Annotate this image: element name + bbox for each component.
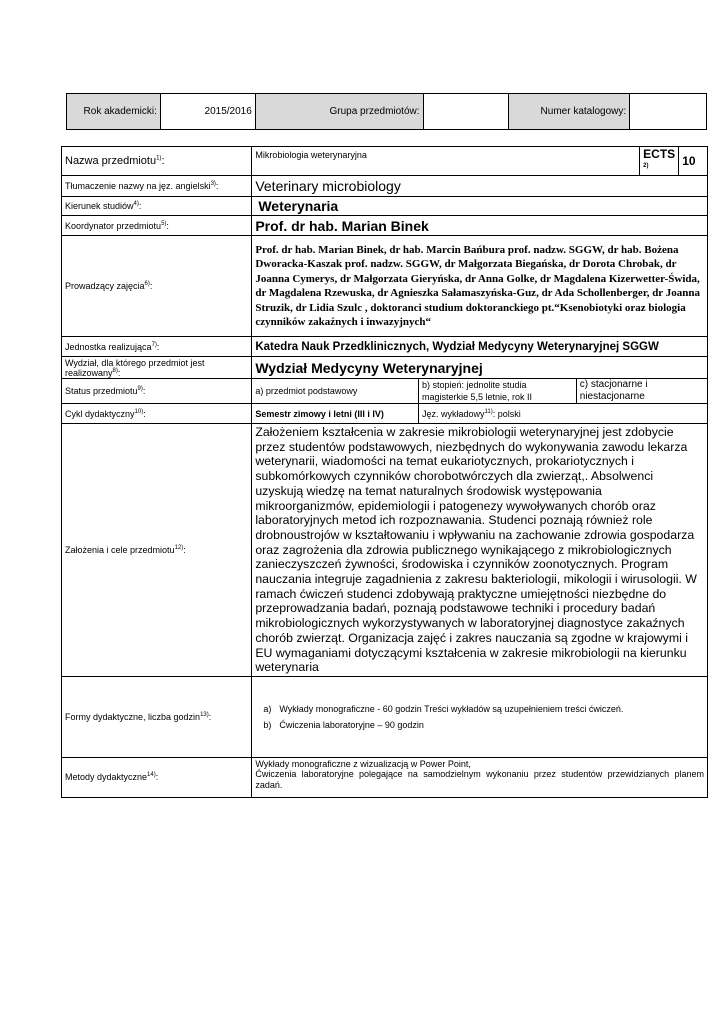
faculty-value: Wydział Medycyny Weterynaryjnej xyxy=(252,357,708,379)
status-c: c) stacjonarne i niestacjonarne xyxy=(576,379,707,404)
cycle-value: Semestr zimowy i letni (III i IV) xyxy=(252,404,419,424)
row-coordinator xyxy=(62,216,708,236)
translation-value: Veterinary microbiology xyxy=(252,176,708,197)
row-instructors xyxy=(62,236,708,337)
catalog-label: Numer katalogowy: xyxy=(509,94,630,130)
goals-value: Założeniem kształcenia w zakresie mikrobiologii weterynaryjnej jest zdobycie przez studentów podstawowych, niezbędnych do wykonywania zawodu lekarza weterynarii, wiadomości na temat eukariotycznych, prokariotycznych i subkomórkowych czynników chorobotwórczych dla zwierząt,. Absolwenci uzyskują wiedzę na temat naturalnych środowisk występowania mikroorganizmów, epidemiologii i patogenezy wywoływanych chorób oraz laboratoryjnych metod ich rozpoznawania. Studenci poznają również role drobnoustrojów w kształtowaniu i wpływaniu na zachowanie zdrowia gospodarza oraz zagrożenia dla zdrowia publicznego wynikającego z mikrobiologicznych zanieczyszczeń żywności, środowiska i czynników zoonotycznych. Program nauczania integruje zagadnienia z zakresu bakteriologii, mikologii i wirusologii. W ramach ćwiczeń studenci zdobywają praktyczne umiejętności niezbędne do przeprowadzania badań, poznają podstawowe techniki i procedury badań mikrobiologicznych wykorzystywanych w laboratoryjnej diagnostyce zakaźnych chorób zwierząt. Organizacja zajęć i zakres nauczania są zgodne w krajowymi i EU wymaganiami dotyczącymi kształcenia w zakresie mikrobiologii na kierunku weterynaria xyxy=(252,424,708,677)
methods-line-1: Wykłady monograficzne z wizualizacją w Power Point, xyxy=(255,758,471,769)
field-value: Weterynaria xyxy=(252,197,708,216)
name-label: Nazwa przedmiotu$^{1)}$: xyxy=(62,147,252,176)
group-label: Grupa przedmiotów: xyxy=(255,94,423,130)
forms-value xyxy=(252,676,708,757)
forms-item: a) Wykłady monograficzne - 60 godzin Treści wykładów są uzupełnieniem treści ćwiczeń. xyxy=(263,703,624,714)
row-faculty xyxy=(62,357,708,379)
row-cycle xyxy=(62,404,708,424)
status-b: b) stopień: jednolite studia magisterkie 5,5 letnie, rok II xyxy=(418,379,576,404)
name-value: Mikrobiologia weterynaryjna xyxy=(252,147,640,176)
instructors-value: Prof. dr hab. Marian Binek, dr hab. Marcin Bańbura prof. nadzw. SGGW, dr hab. Bożena Dworacka-Kaszak prof. nadzw. SGGW, dr Małgorzata Biegańska, dr Dorota Chrobak, dr Joanna Cymerys, dr Małgorzata Gieryńska, dr Anna Golke, dr Magdalena Kizerwetter-Świda, dr Magdalena Rzewuska, dr Agnieszka Sałamaszyńska-Guz, dr Ada Schollenberger, dr Joanna Struzik, dr Lidia Szulc , doktoranci studium doktoranckiego pt.“Ksenobiotyki oraz biologia czynników zakaźnych i inwazyjnych“ xyxy=(252,236,708,337)
row-unit xyxy=(62,337,708,357)
language: Jęz. wykładowy$^{11)}$: polski xyxy=(418,404,707,424)
row-field xyxy=(62,197,708,216)
coordinator-value: Prof. dr hab. Marian Binek xyxy=(252,216,708,236)
forms-list xyxy=(255,704,704,730)
translation-label: Tłumaczenie nazwy na jęz. angielski$^{3)}$: xyxy=(62,176,252,197)
ects-value: 10 xyxy=(679,147,708,176)
instructors-label: Prowadzący zajęcia$^{6)}$: xyxy=(62,236,252,337)
catalog-value xyxy=(630,94,707,130)
row-goals xyxy=(62,424,708,677)
year-label: Rok akademicki: xyxy=(67,94,161,130)
row-name xyxy=(62,147,708,176)
methods-label: Metody dydaktyczne$^{14)}$: xyxy=(62,757,252,797)
course-table xyxy=(61,146,708,798)
row-methods xyxy=(62,757,708,797)
forms-item: b) Ćwiczenia laboratoryjne – 90 godzin xyxy=(263,719,424,730)
group-value xyxy=(423,94,509,130)
status-label: Status przedmiotu$^{9)}$: xyxy=(62,379,252,404)
goals-label: Założenia i cele przedmiotu$^{12)}$: xyxy=(62,424,252,677)
cycle-label: Cykl dydaktyczny$^{10)}$: xyxy=(62,404,252,424)
unit-label: Jednostka realizująca$^{7)}$: xyxy=(62,337,252,357)
faculty-label: Wydział, dla którego przedmiot jest realizowany$^{8)}$: xyxy=(62,357,252,379)
ects-label: ECTS $^{2)}$ xyxy=(640,147,679,176)
row-translation xyxy=(62,176,708,197)
row-forms xyxy=(62,676,708,757)
coordinator-label: Koordynator przedmiotu$^{5)}$: xyxy=(62,216,252,236)
year-value: 2015/2016 xyxy=(160,94,255,130)
status-a: a) przedmiot podstawowy xyxy=(252,379,419,404)
methods-value xyxy=(252,757,708,797)
header-table xyxy=(66,93,707,130)
unit-value: Katedra Nauk Przedklinicznych, Wydział Medycyny Weterynaryjnej SGGW xyxy=(252,337,708,357)
methods-line-2: Ćwiczenia laboratoryjne polegające na samodzielnym wykonaniu przez studentów przewidzianych planem zadań. xyxy=(255,769,704,790)
forms-label: Formy dydaktyczne, liczba godzin$^{13)}$: xyxy=(62,676,252,757)
field-label: Kierunek studiów$^{4)}$: xyxy=(62,197,252,216)
row-status xyxy=(62,379,708,404)
